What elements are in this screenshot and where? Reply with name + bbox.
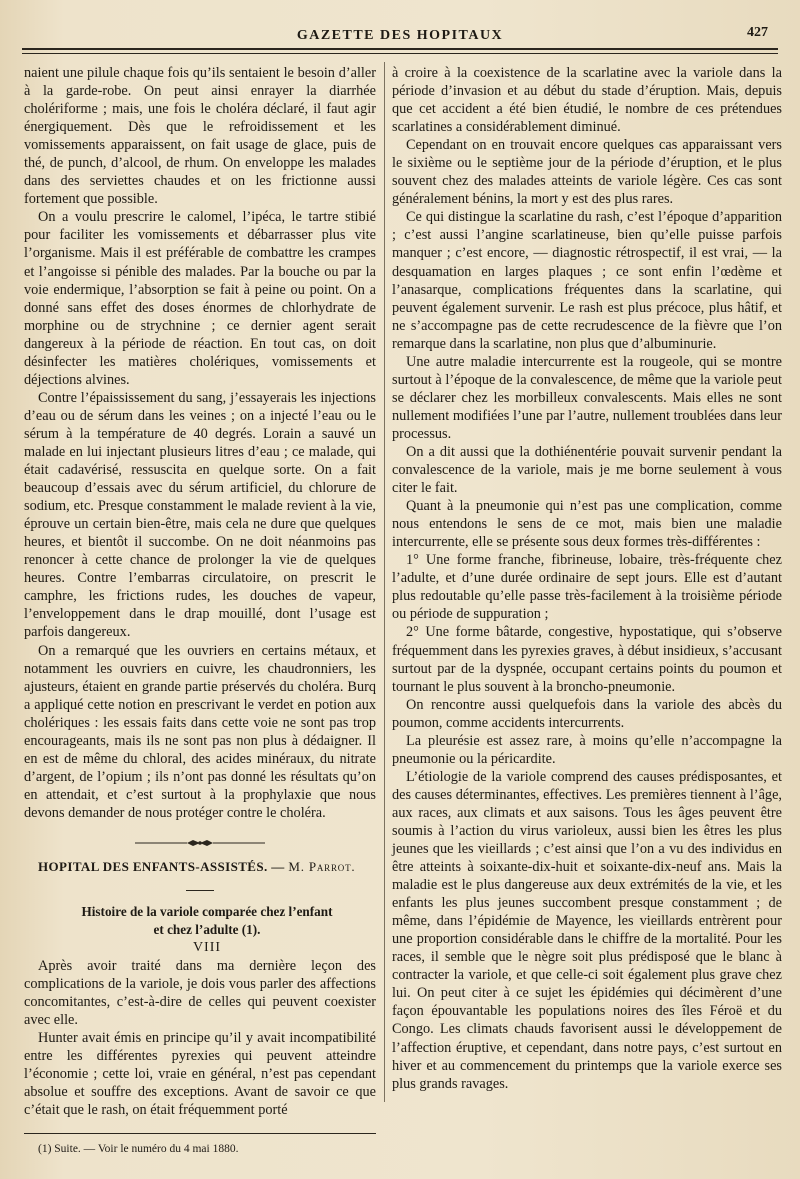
column-divider [384,62,385,1102]
paragraph: On rencontre aussi quelquefois dans la variole des abcès du poumon, comme accidents intercurrents. [392,696,782,731]
header-rule [22,48,778,50]
left-column [24,64,376,1156]
paragraph: Hunter avait émis en principe qu’il y avait incompatibilité entre les différentes pyrexies qui peuvent atteindre l’économie ; cette loi, vraie en général, n’est pas cependant absolue et souffre des exceptions. Avant de savoir ce que c’était que le rash, on était fréquemment porté [24,1030,376,1119]
paragraph: L’étiologie de la variole comprend des causes prédisposantes, et des causes déterminantes, effectives. Les premières tiennent à l’âge, aux races, aux climats et aux saisons. Tous les âges peuvent être soumis à l’action du virus varioleux, aussi bien les êtres les plus jeunes que les vieillards ; c’est ainsi que l’on a vu des individus en être atteints à soixante-dix-huit et soixante-dix-neuf ans. Mais la maladie est le plus dangereuse aux deux extrémités de la vie, et les enfants les plus jeunes succombent presque constamment ; de même, dans l’épidémie de Mayence, les vieillards entrèrent pour une proportion considérable dans le chiffre de la mortalité. Pour les races, il semble que le nègre soit plus prédisposé que le blanc à contracter la variole, et que celle-ci soit également plus grave chez lui. On peut citer à ce sujet les épidémies qui décimèrent d’une façon épouvantable les populations noires des îles Féroë et du Congo. Les climats chauds favorisent aussi le développement de l’affection éruptive, et cependant, dans notre pays, c’est surtout en hiver et au commencement du printemps que la variole exerce ses plus grands ravages. [392,768,782,1092]
paragraph: Quant à la pneumonie qui n’est pas une complication, comme nous entendons le sens de ce mot, mais bien une maladie intercurrente, elle se présente sous deux formes très-différentes : [392,498,782,551]
article-title-line2: et chez l’adulte (1). [153,922,261,938]
paragraph: 2° Une forme bâtarde, congestive, hypostatique, qui s’observe fréquemment dans les pyrexies graves, à début insidieux, s’accusant surtout par de la dyspnée, occupant certains points du poumon et tournant le plus souvent à la broncho-pneumonie. [392,624,782,695]
separator-ornament [135,838,265,848]
paragraph: On a remarqué que les ouvriers en certains métaux, et notamment les ouvriers en cuivre, les chaudronniers, les ajusteurs, étaient en grande partie préservés du choléra. Burq a appliqué cette notion en prescrivant le verdet en potion aux cholériques : les essais faits dans cette voie ne sont pas trop encourageants, mais ils ne sont pas non plus à dédaigner. Il en est de même du chloral, des acides minéraux, du nitrate d’argent, de l’opium ; ils n’ont pas donné les résultats qu’on en attendait, et c’est surtout à la prophylaxie que nous devons demander de nous protéger contre le choléra. [24,642,376,821]
hospital-name: HOPITAL DES ENFANTS-ASSISTÉS. — [38,858,285,874]
footnote-rule [24,1133,376,1134]
paragraph: Contre l’épaississement du sang, j’essayerais les injections d’eau ou de sérum dans les veines ; on a injecté l’eau ou le sérum à la température de 40 degrés. Lorain a sauvé un malade en lui injectant plusieurs litres d’eau ; ce malade, qui était cadavérisé, ressuscita en quelque sorte. On a fait beaucoup d’essais avec du sérum artificiel, du chlorure de sodium, etc. Presque constamment le malade revient à la vie, éprouve un certain bien-être, mais cela ne dure que quelques heures, et bientôt il succombe. On ne doit néanmoins pas renoncer à cette chance de prolonger la vie de quelques heures. Contre l’embarras circulatoire, on prescrit le camphre, les frictions rudes, les douches de vapeur, l’enveloppement dans le drap mouillé, dont l’usage est parfois dangereux. [24,389,376,641]
paragraph: à croire à la coexistence de la scarlatine avec la variole dans la période d’invasion et au début du stade d’éruption. Mais, depuis que cet accident a été bien étudié, le nombre de ces prétendues scarlatines a considérablement diminué. [392,65,782,136]
doctor-name: M. Parrot. [288,858,356,874]
footnote: (1) Suite. — Voir le numéro du 4 mai 1880. [38,1143,239,1156]
article-title-line1: Histoire de la variole comparée chez l’enfant [81,904,333,920]
right-column [392,64,782,1093]
paragraph: La pleurésie est assez rare, à moins qu’elle n’accompagne la pneumonie ou la péricardite. [392,732,782,767]
paragraph: On a voulu prescrire le calomel, l’ipéca, le tartre stibié pour faciliter les vomissements et débarrasser plus vite l’organisme. Mais il est préférable de combattre les crampes et l’angoisse si pénible des malades. Par la bouche ou par la voie endermique, l’absorption se fait à peine ou point. On a donné sans effet des doses énormes de chlorhydrate de morphine ou de strychnine ; ce dernier agent serait dangereux à la période de réaction. En tout cas, on doit désinfecter les matières cholériques, vomissements et déjections alvines. [24,209,376,388]
paragraph: Après avoir traité dans ma dernière leçon des complications de la variole, je dois vous parler des affections concomitantes, c’est-à-dire de celles qui peuvent coexister avec elle. [24,958,376,1029]
paragraph: naient une pilule chaque fois qu’ils sentaient le besoin d’aller à la garde-robe. On peut ainsi enrayer la diarrhée cholériforme ; mais, une fois le choléra déclaré, il faut agir énergiquement. Dès que le refroidissement et les vomissements apparaissent, on fait usage de glace, puis de thé, de punch, d’alcool, de rhum. On enveloppe les malades dans des serviettes chaudes et on les frictionne aussi fortement que possible. [24,65,376,208]
paragraph: Cependant on en trouvait encore quelques cas apparaissant vers le sixième ou le septième jour de la période d’éruption, et le plus souvent chez des malades atteints de variole légère. Ces cas sont généralement bénins, la mort y est des plus rares. [392,137,782,208]
running-title: GAZETTE DES HOPITAUX [296,28,504,43]
paragraph: On a dit aussi que la dothiénentérie pouvait survenir pendant la convalescence de la variole, mais je me borne seulement à vous citer le fait. [392,443,782,497]
paragraph: 1° Une forme franche, fibrineuse, lobaire, très-fréquente chez l’adulte, et d’une durée ordinaire de sept jours. Elle est d’autant plus redoutable qu’elle passe très-facilement à la troisième période ou période de suppuration ; [392,552,782,623]
short-rule [186,890,214,891]
paragraph: Une autre maladie intercurrente est la rougeole, qui se montre surtout à l’époque de la convalescence, de même que la variole peut se déclarer chez les morbilleux convalescents. Mais elles ne sont nullement modifiées l’une par l’autre, nullement troublées dans leur processus. [392,353,782,442]
paragraph: Ce qui distingue la scarlatine du rash, c’est l’époque d’apparition ; c’est aussi l’angine scarlatineuse, bien qu’elle puisse parfois manquer ; c’est encore, — diagnostic rétrospectif, il est vrai, — la desquamation en larges plaques ; ce sont enfin l’œdème et l’anasarque, complications fréquentes dans la scarlatine, qui peuvent également survenir. Le rash est plus précoce, plus hâtif, et ne s’accompagne pas de cette recrudescence de la fièvre que l’on remarque dans la scarlatine, non plus que d’albuminurie. [392,209,782,352]
article-part-number: VIII [192,940,222,956]
page-number: 427 [747,25,768,40]
section-heading [24,858,376,876]
header-rule-thin [22,53,778,54]
